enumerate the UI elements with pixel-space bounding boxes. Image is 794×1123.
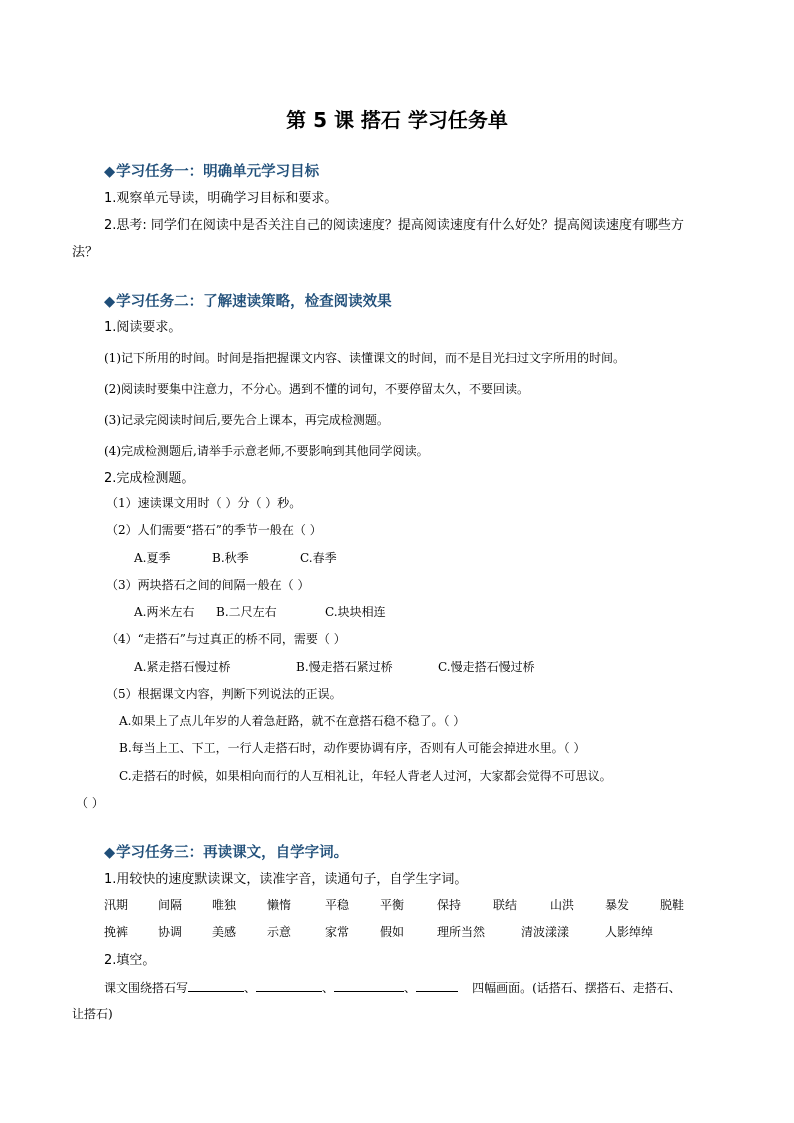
reading-requirements-intro: 1.阅读要求。 [104, 320, 182, 335]
judgment-c: C.走搭石的时候，如果相向而行的人互相礼让，年轻人背老人过河，大家都会觉得不可思议。 [119, 769, 612, 783]
judgment-b: B.每当上工、下工，一行人走搭石时，动作要协调有序，否则有人可能会掉进水里。（ ） [119, 741, 586, 755]
question-4: （4）“走搭石”与过真正的桥不同，需要（ ） [106, 632, 346, 646]
fill-separator: 、 [244, 981, 257, 995]
vocab-word: 唯独 [212, 898, 237, 912]
vocab-word: 人影绰绰 [605, 925, 654, 939]
vocab-word: 懒惰 [267, 898, 292, 912]
question-4-option-a: A.紧走搭石慢过桥 [134, 660, 231, 674]
vocab-word: 协调 [158, 925, 183, 939]
fill-blank-4[interactable] [416, 978, 458, 992]
fill-prefix: 课文围绕搭石写 [104, 981, 189, 995]
question-3-option-a: A.两米左右 [134, 605, 195, 619]
question-1: （1）速读课文用时（ ）分（ ）秒。 [106, 496, 302, 510]
vocab-word: 平衡 [380, 898, 405, 912]
vocab-word: 脱鞋 [660, 898, 685, 912]
question-2: （2）人们需要“搭石”的季节一般在（ ） [106, 523, 322, 537]
fill-separator: 、 [404, 981, 417, 995]
task-three-heading [104, 841, 348, 862]
vocab-word: 清波漾漾 [521, 925, 570, 939]
fill-suffix-line-2: 让搭石) [72, 1007, 113, 1021]
rule-1: (1)记下所用的时间。时间是指把握课文内容、读懂课文的时间，而不是目光扫过文字所用的时间。 [104, 351, 626, 365]
task-one-line-2: 2.思考: 同学们在阅读中是否关注自己的阅读速度？提高阅读速度有什么好处？提高阅读速度有哪些方 [104, 218, 684, 233]
task-two-heading-text: 学习任务二：了解速读策略，检查阅读效果 [116, 294, 392, 310]
vocab-word: 家常 [325, 925, 350, 939]
fill-intro: 2.填空。 [104, 953, 156, 968]
task-two-heading [104, 290, 392, 311]
judgment-a: A.如果上了点儿年岁的人着急赶路，就不在意搭石稳不稳了。（ ） [119, 714, 466, 728]
question-3-option-b: B.二尺左右 [216, 605, 277, 619]
vocab-word: 联结 [493, 898, 518, 912]
vocab-word: 平稳 [325, 898, 350, 912]
diamond-bullet-icon: ◆ [104, 164, 116, 180]
vocab-word: 保持 [437, 898, 462, 912]
vocab-word: 假如 [380, 925, 405, 939]
task-one-line-1: 1.观察单元导读，明确学习目标和要求。 [104, 191, 338, 206]
fill-blank-3[interactable] [334, 978, 404, 992]
question-2-option-a: A.夏季 [134, 551, 171, 565]
vocab-word: 示意 [267, 925, 292, 939]
fill-separator: 、 [322, 981, 335, 995]
question-5: （5）根据课文内容，判断下列说法的正误。 [106, 687, 342, 701]
task-one-heading-text: 学习任务一：明确单元学习目标 [116, 164, 320, 180]
fill-suffix: 四幅画面。(话搭石、摆搭石、走搭石、 [472, 981, 681, 995]
test-intro: 2.完成检测题。 [104, 471, 195, 486]
fill-blank-2[interactable] [256, 978, 322, 992]
task-one-heading [104, 160, 319, 181]
question-2-option-c: C.春季 [300, 551, 337, 565]
task-one-line-3: 法？ [72, 245, 99, 260]
task-three-heading-text: 学习任务三：再读课文，自学字词。 [116, 845, 349, 861]
vocab-word: 山洪 [550, 898, 575, 912]
question-4-option-c: C.慢走搭石慢过桥 [438, 660, 535, 674]
vocab-word: 理所当然 [437, 925, 486, 939]
diamond-bullet-icon: ◆ [104, 845, 116, 861]
question-2-option-b: B.秋季 [212, 551, 249, 565]
question-3: （3）两块搭石之间的间隔一般在（ ） [106, 578, 310, 592]
vocab-word: 暴发 [605, 898, 630, 912]
rule-2: (2)阅读时要集中注意力，不分心。遇到不懂的词句，不要停留太久，不要回读。 [104, 382, 530, 396]
diamond-bullet-icon: ◆ [104, 294, 116, 310]
question-3-option-c: C.块块相连 [325, 605, 386, 619]
question-4-option-b: B.慢走搭石紧过桥 [296, 660, 393, 674]
vocab-word: 挽裤 [104, 925, 129, 939]
judgment-c-blank: （ ） [76, 796, 104, 810]
self-study-intro: 1.用较快的速度默读课文，读准字音，读通句子，自学生字词。 [104, 872, 468, 887]
vocab-word: 美感 [212, 925, 237, 939]
vocab-word: 间隔 [158, 898, 183, 912]
vocab-word: 汛期 [104, 898, 129, 912]
page-title: 第 5 课 搭石 学习任务单 [286, 108, 508, 132]
fill-sentence [104, 978, 681, 996]
fill-blank-1[interactable] [188, 978, 244, 992]
rule-4: (4)完成检测题后,请举手示意老师,不要影响到其他同学阅读。 [104, 444, 429, 458]
rule-3: (3)记录完阅读时间后,要先合上课本，再完成检测题。 [104, 413, 389, 427]
